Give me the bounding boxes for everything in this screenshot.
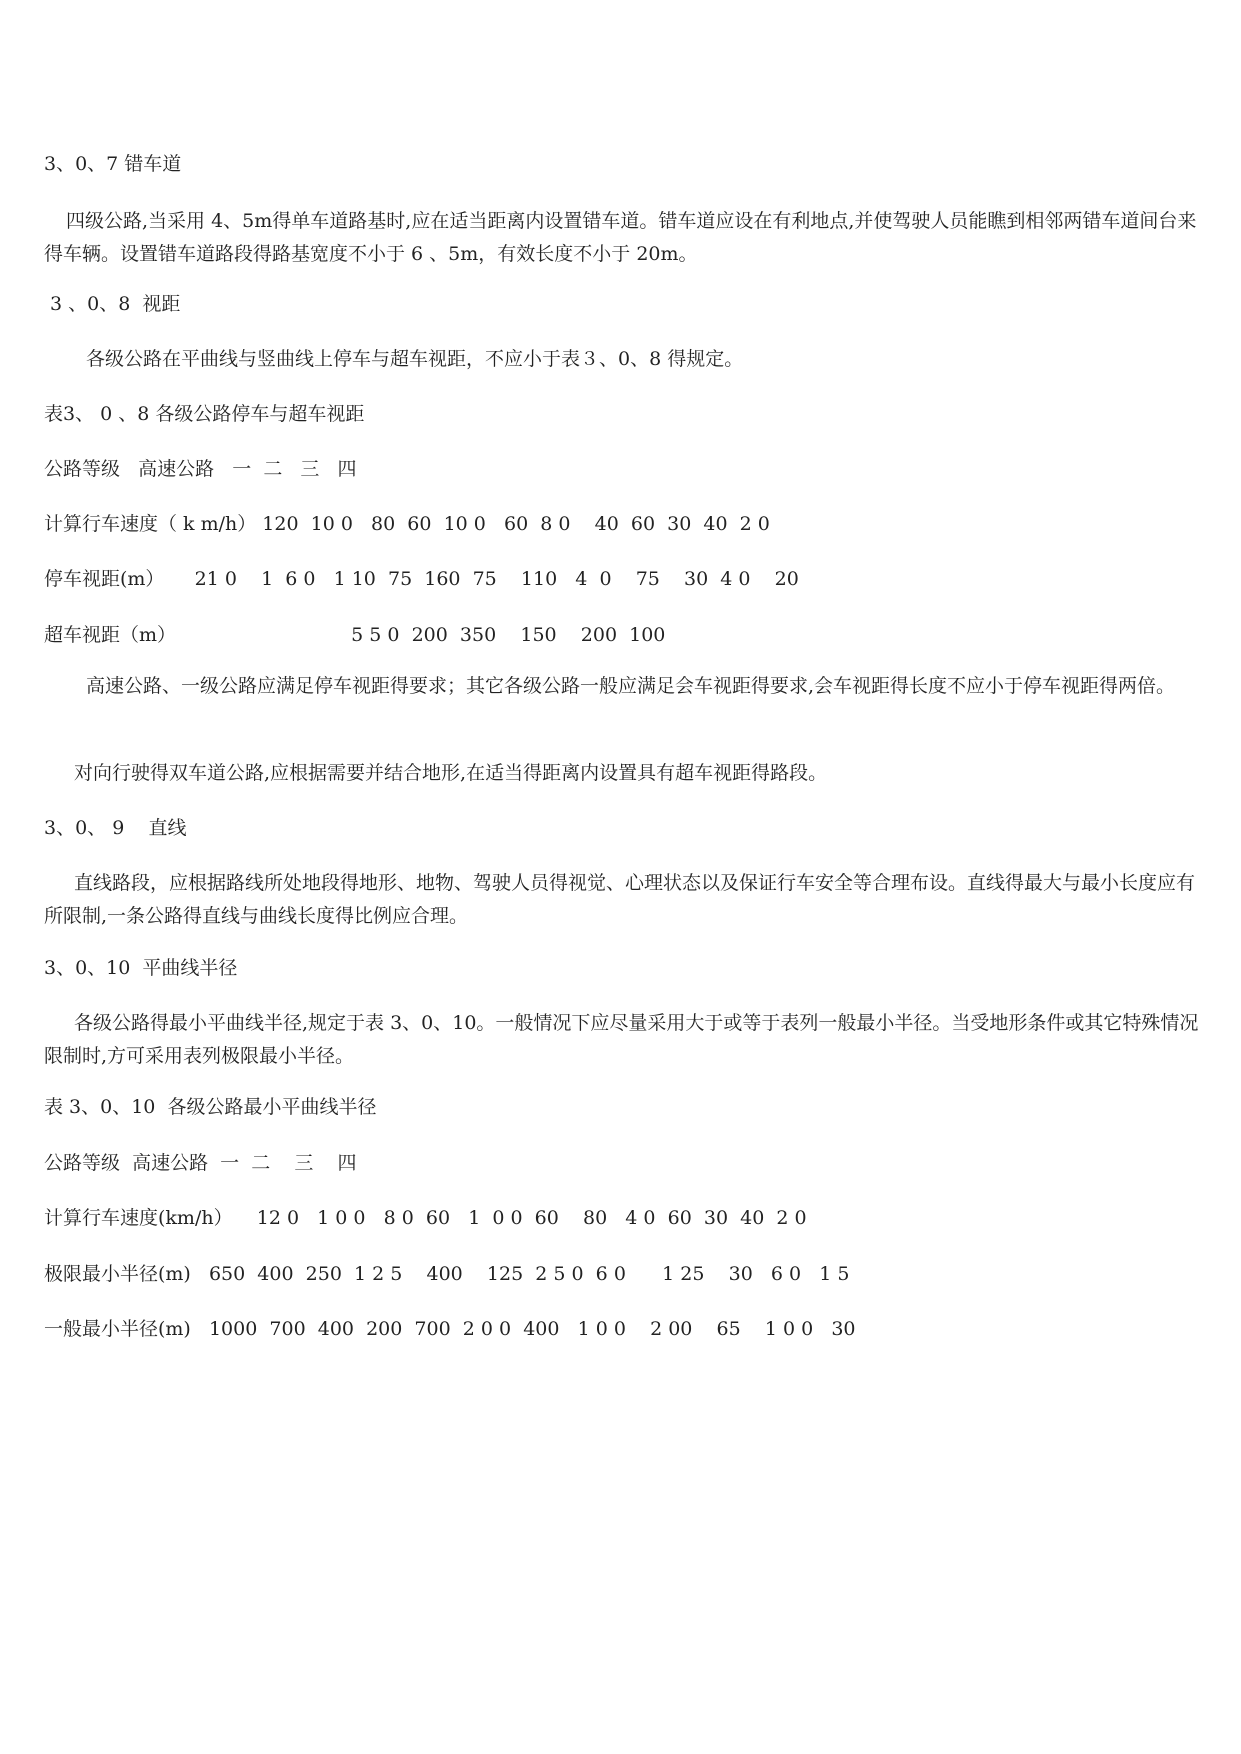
table-3-0-10-title: 表 3、0、10 各级公路最小平曲线半径: [44, 1096, 377, 1118]
section-heading-3-0-10: 3、0、10 平曲线半径: [44, 957, 238, 979]
paragraph-3-0-8-two-lane: 对向行驶得双车道公路,应根据需要并结合地形,在适当得距离内设置具有超车视距得路段。: [74, 762, 828, 784]
table-3-0-8-row-grade: 公路等级 高速公路 一 二 三 四: [44, 458, 357, 480]
paragraph-3-0-9: 直线路段，应根据路线所处地段得地形、地物、驾驶人员得视觉、心理状态以及保证行车安全等合理布设。直线得最大与最小长度应有所限制,一条公路得直线与曲线长度得比例应合理。: [44, 872, 1196, 927]
table-3-0-10-row-grade: 公路等级 高速公路 一 二 三 四: [44, 1152, 357, 1174]
paragraph-3-0-10: 各级公路得最小平曲线半径,规定于表 3、0、10。一般情况下应尽量采用大于或等于表列一般最小半径。当受地形条件或其它特殊情况限制时,方可采用表列极限最小半径。: [44, 1012, 1199, 1067]
table-3-0-8-row-stopping: 停车视距(m） 21 0 1 6 0 1 10 75 160 75 110 4 0 75 30 4 0 20: [44, 568, 799, 590]
table-3-0-8-row-overtaking: 超车视距（m） 5 5 0 200 350 150 200 100: [44, 624, 666, 646]
table-3-0-10-row-general-radius: 一般最小半径(m) 1000 700 400 200 700 2 0 0 400 1 0 0 2 00 65 1 0 0 30: [44, 1318, 856, 1340]
table-3-0-10-row-speed: 计算行车速度(km/h） 12 0 1 0 0 8 0 60 1 0 0 60 80 4 0 60 30 40 2 0: [44, 1207, 807, 1229]
section-heading-3-0-8: 3 、0、8 视距: [44, 293, 181, 315]
paragraph-3-0-7: 四级公路,当采用 4、5m得单车道路基时,应在适当距离内设置错车道。错车道应设在有利地点,并使驾驶人员能瞧到相邻两错车道间台来得车辆。设置错车道路段得路基宽度不小于 6 、5m，有效长度不小于 20m。: [44, 210, 1197, 265]
section-heading-3-0-9: 3、0、 9 直线: [44, 817, 187, 839]
paragraph-3-0-8-requirement: 高速公路、一级公路应满足停车视距得要求；其它各级公路一般应满足会车视距得要求,会车视距得长度不应小于停车视距得两倍。: [86, 675, 1176, 697]
table-3-0-10-row-limit-radius: 极限最小半径(m) 650 400 250 1 2 5 400 125 2 5 0 6 0 1 25 30 6 0 1 5: [44, 1263, 850, 1285]
table-3-0-8-row-speed: 计算行车速度（ k m/h） 120 10 0 80 60 10 0 60 8 0 40 60 30 40 2 0: [44, 513, 770, 535]
section-heading-3-0-7: 3、0、7 错车道: [44, 153, 182, 175]
table-3-0-8-title: 表3、 0 、8 各级公路停车与超车视距: [44, 403, 365, 425]
paragraph-3-0-8: 各级公路在平曲线与竖曲线上停车与超车视距，不应小于表３、0、8 得规定。: [86, 348, 744, 370]
